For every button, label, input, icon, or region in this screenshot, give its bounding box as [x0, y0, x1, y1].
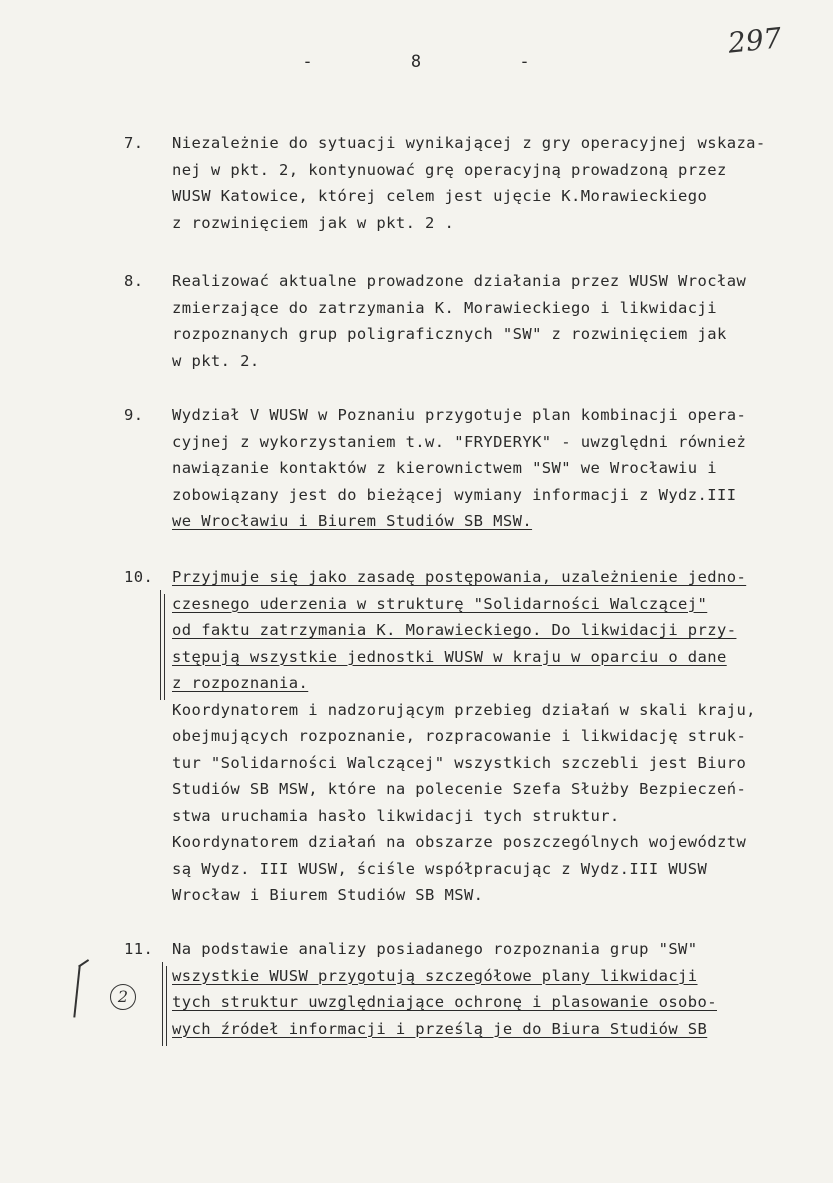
text-line-underlined: we Wrocławiu i Biurem Studiów SB MSW. [172, 512, 533, 530]
paragraph-number: 9. [124, 406, 144, 424]
paragraph-number: 7. [124, 134, 144, 152]
page-header [0, 52, 833, 72]
text-line: Koordynatorem i nadzorującym przebieg działań w skali kraju, [172, 700, 756, 719]
text-line: Wrocław i Biurem Studiów SB MSW. [172, 886, 484, 904]
header-dash-right: - [519, 52, 531, 72]
text-line: Na podstawie analizy posiadanego rozpoznania grup "SW" [172, 940, 698, 958]
text-line-underlined: Przyjmuje się jako zasadę postępowania, uzależnienie jedno- [172, 568, 747, 586]
paragraph-body [172, 936, 824, 1042]
text-line: nej w pkt. 2, kontynuować grę operacyjną prowadzoną przez [172, 160, 727, 179]
text-line: WUSW Katowice, której celem jest ujęcie K.Morawieckiego [172, 187, 708, 205]
paragraph-number: 11. [124, 940, 154, 958]
margin-circled-number: 2 [110, 984, 136, 1010]
text-line-underlined: od faktu zatrzymania K. Morawieckiego. Do likwidacji przy- [172, 621, 737, 639]
header-dash-left: - [302, 52, 314, 72]
text-line: Wydział V WUSW w Poznaniu przygotuje plan kombinacji opera- [172, 406, 747, 424]
text-line-underlined: wszystkie WUSW przygotują szczegółowe plany likwidacji [172, 966, 698, 985]
text-line: są Wydz. III WUSW, ściśle współpracując z Wydz.III WUSW [172, 859, 708, 878]
text-line-underlined: czesnego uderzenia w strukturę "Solidarności Walczącej" [172, 594, 708, 613]
text-line: Koordynatorem działań na obszarze poszczególnych województw [172, 833, 747, 851]
text-line: tur "Solidarności Walczącej" wszystkich szczebli jest Biuro [172, 753, 747, 772]
text-line: z rozwinięciem jak w pkt. 2 . [172, 213, 455, 232]
text-line: zobowiązany jest do bieżącej wymiany informacji z Wydz.III [172, 485, 737, 504]
paragraph-body [172, 268, 824, 374]
text-line: obejmujących rozpoznanie, rozpracowanie i likwidację struk- [172, 727, 747, 745]
paragraph-9 [124, 402, 824, 535]
page-number: 8 [410, 52, 423, 72]
margin-bracket-line [160, 590, 161, 700]
text-line: w pkt. 2. [172, 351, 260, 370]
handwritten-page-note: 297 [726, 21, 784, 60]
text-line: stwa uruchamia hasło likwidacji tych struktur. [172, 806, 620, 825]
text-line: zmierzające do zatrzymania K. Morawieckiego i likwidacji [172, 298, 717, 317]
paragraph-body [172, 130, 824, 236]
margin-check-mark [73, 966, 88, 1019]
paragraph-7 [124, 130, 824, 236]
paragraph-8 [124, 268, 824, 374]
text-line: cyjnej z wykorzystaniem t.w. "FRYDERYK" - uwzględni również [172, 432, 747, 451]
margin-bracket-line [164, 594, 165, 700]
text-line-underlined: stępują wszystkie jednostki WUSW w kraju w oparciu o dane [172, 647, 727, 666]
text-line-underlined: tych struktur uwzględniające ochronę i plasowanie osobo- [172, 993, 717, 1011]
paragraph-body [172, 564, 824, 909]
paragraph-10 [124, 564, 824, 909]
paragraph-number: 8. [124, 272, 144, 290]
text-line: nawiązanie kontaktów z kierownictwem "SW" we Wrocławiu i [172, 459, 717, 477]
text-line: Niezależnie do sytuacji wynikającej z gry operacyjnej wskaza- [172, 134, 766, 152]
text-line: Realizować aktualne prowadzone działania przez WUSW Wrocław [172, 272, 747, 290]
text-line: Studiów SB MSW, które na polecenie Szefa Służby Bezpieczeń- [172, 780, 747, 798]
text-line: rozpoznanych grup poligraficznych "SW" z rozwinięciem jak [172, 325, 727, 343]
margin-bracket-line [166, 966, 167, 1046]
paragraph-number: 10. [124, 568, 154, 586]
paragraph-11 [124, 936, 824, 1042]
text-line-underlined: z rozpoznania. [172, 674, 309, 692]
paragraph-body [172, 402, 824, 535]
margin-bracket-line [162, 962, 163, 1046]
text-line-underlined: wych źródeł informacji i prześlą je do Biura Studiów SB [172, 1019, 708, 1038]
